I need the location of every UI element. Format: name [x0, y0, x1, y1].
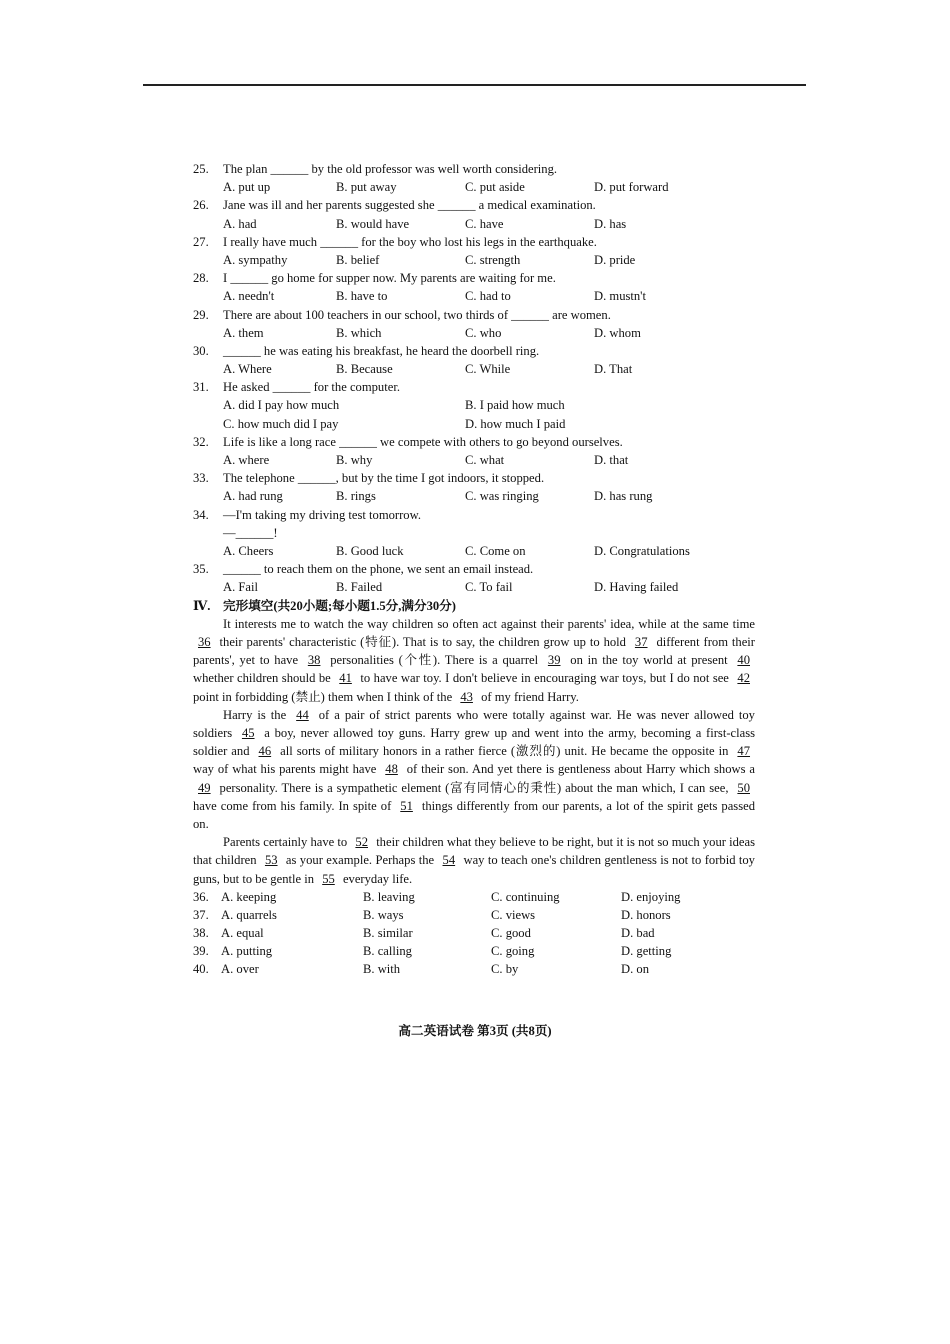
passage-text: way to teach one's children gentleness is not to forbid toy guns, but to be gentle in — [193, 853, 755, 886]
passage-text: different from their parents', yet to have — [193, 634, 755, 668]
passage-text: personalities (个性). There is a quarrel — [330, 653, 539, 668]
passage-text: all sorts of military honors in a rather fierce (激烈的) unit. He became the opposite in — [280, 744, 729, 759]
option-d: D. That — [594, 362, 633, 377]
blank-39: 39 — [547, 653, 561, 668]
cloze-option-row-37 — [193, 906, 755, 924]
option-b: B. have to — [336, 289, 388, 304]
option-d: D. whom — [594, 325, 641, 340]
blank-37: 37 — [634, 634, 648, 649]
option-a: A. Cheers — [223, 543, 274, 558]
passage-text: Harry is the — [223, 707, 287, 722]
option-b: B. calling — [363, 944, 412, 959]
option-d: D. that — [594, 453, 629, 467]
passage-paragraph-3 — [193, 833, 755, 888]
option-a: A. needn't — [223, 289, 275, 304]
passage-paragraph-2 — [193, 706, 755, 833]
blank-45: 45 — [241, 725, 255, 740]
question-number: 30. — [193, 343, 209, 358]
option-a: A. where — [223, 453, 270, 467]
question-34 — [193, 506, 755, 561]
passage-text: personality. There is a sympathetic element (富有同情心的秉性) about the man which, I can see, — [219, 780, 729, 795]
option-b: B. similar — [363, 926, 413, 941]
blank-49: 49 — [198, 780, 211, 795]
option-c: C. by — [491, 962, 519, 977]
option-d: D. honors — [621, 907, 671, 922]
option-d: D. mustn't — [594, 289, 646, 304]
option-number: 39. — [193, 944, 209, 959]
question-stem: The plan ______ by the old professor was well worth considering. — [223, 162, 558, 176]
option-a: A. sympathy — [223, 252, 288, 267]
question-number: 34. — [193, 507, 209, 522]
section-number: Ⅳ. — [193, 598, 211, 613]
blank-55: 55 — [322, 871, 335, 886]
option-b: B. Good luck — [336, 543, 404, 558]
blank-51: 51 — [400, 798, 413, 813]
blank-43: 43 — [460, 689, 473, 704]
option-d: D. bad — [621, 926, 655, 941]
option-c: C. what — [465, 453, 505, 467]
option-b: B. ways — [363, 907, 404, 922]
option-c: C. To fail — [465, 580, 513, 595]
option-a: A. equal — [221, 926, 264, 941]
passage-text: things differently from our parents, a lot of the spirit gets passed on. — [193, 798, 755, 831]
option-a: A. Where — [223, 362, 272, 377]
passage-text: Parents certainly have to — [223, 835, 348, 850]
blank-46: 46 — [258, 744, 272, 759]
option-c: C. good — [491, 926, 531, 941]
question-stem: Life is like a long race ______ we compete with others to go beyond ourselves. — [223, 434, 623, 449]
passage-text: of a pair of strict parents who were totally against war. He was never allowed toy soldiers — [193, 707, 755, 740]
option-d: D. getting — [621, 944, 672, 959]
option-c: C. Come on — [465, 543, 526, 558]
option-c: C. strength — [465, 252, 521, 267]
passage-text: point in forbidding (禁止) them when I think of the — [193, 689, 453, 704]
question-30 — [193, 342, 755, 378]
dialogue-reply: —______! — [223, 525, 278, 540]
cloze-option-row-39 — [193, 942, 755, 960]
option-d: D. Congratulations — [594, 543, 690, 558]
blank-52: 52 — [355, 835, 368, 850]
option-c: C. had to — [465, 289, 511, 304]
option-number: 38. — [193, 926, 209, 941]
option-c: C. going — [491, 944, 535, 959]
option-b: B. Failed — [336, 580, 383, 595]
exam-content — [193, 160, 755, 979]
option-number: 40. — [193, 962, 209, 977]
option-d: D. how much I paid — [465, 416, 566, 431]
option-b: B. which — [336, 325, 382, 340]
section-title: 完形填空(共20小题;每小题1.5分,满分30分) — [223, 598, 456, 613]
passage-text: their parents' characteristic (特征). That is to say, the children grow up to hold — [219, 634, 626, 649]
question-33 — [193, 469, 755, 505]
option-d: D. on — [621, 962, 649, 977]
option-c: C. how much did I pay — [223, 416, 339, 431]
option-c: C. views — [491, 907, 536, 922]
cloze-passage — [193, 615, 755, 888]
section-heading — [193, 597, 755, 615]
option-b: B. put away — [336, 180, 397, 195]
option-a: A. them — [223, 325, 264, 340]
option-c: C. While — [465, 362, 511, 377]
question-number: 32. — [193, 434, 209, 449]
option-number: 36. — [193, 889, 209, 904]
passage-text: their children what they believe to be right, but it is not so much your ideas that children — [193, 835, 755, 868]
page-footer: 高二英语试卷 第3页 (共8页) — [398, 1024, 552, 1038]
blank-47: 47 — [737, 744, 751, 759]
option-c: C. continuing — [491, 889, 560, 904]
question-27 — [193, 233, 755, 269]
option-d: D. put forward — [594, 180, 669, 195]
option-d: D. pride — [594, 252, 636, 267]
option-a: A. had rung — [223, 489, 283, 504]
blank-38: 38 — [307, 653, 321, 668]
question-number: 29. — [193, 307, 209, 322]
option-b: B. rings — [336, 489, 376, 504]
question-35 — [193, 560, 755, 596]
option-c: C. put aside — [465, 180, 525, 195]
question-31 — [193, 378, 755, 433]
question-26 — [193, 196, 755, 232]
question-stem: Jane was ill and her parents suggested she ______ a medical examination. — [223, 198, 596, 213]
passage-text: as your example. Perhaps the — [285, 853, 435, 868]
passage-text: whether children should be — [193, 671, 331, 686]
passage-text: It interests me to watch the way children so often act against their parents' idea, while at the same time — [223, 616, 755, 631]
blank-42: 42 — [737, 671, 750, 686]
option-b: B. I paid how much — [465, 398, 565, 413]
header-rule — [143, 84, 806, 86]
cloze-option-row-40 — [193, 960, 755, 978]
passage-text: way of what his parents might have — [193, 762, 377, 777]
option-b: B. belief — [336, 252, 380, 267]
question-stem: The telephone ______, but by the time I got indoors, it stopped. — [223, 471, 545, 486]
option-a: A. quarrels — [221, 907, 277, 922]
question-number: 31. — [193, 380, 209, 395]
question-32 — [193, 433, 755, 469]
passage-paragraph-1 — [193, 615, 755, 706]
question-block-25-30 — [193, 160, 755, 378]
question-number: 27. — [193, 234, 209, 249]
cloze-options — [193, 888, 755, 979]
cloze-option-row-36 — [193, 888, 755, 906]
blank-40: 40 — [737, 653, 750, 668]
question-stem: He asked ______ for the computer. — [223, 380, 400, 395]
option-b: B. would have — [336, 216, 410, 231]
option-a: A. did I pay how much — [223, 398, 340, 413]
blank-53: 53 — [264, 853, 278, 868]
option-a: A. put up — [223, 180, 271, 195]
option-d: D. enjoying — [621, 889, 681, 904]
blank-41: 41 — [339, 671, 352, 686]
option-c: C. who — [465, 325, 502, 340]
question-number: 28. — [193, 271, 209, 286]
question-stem: ______ he was eating his breakfast, he heard the doorbell ring. — [223, 343, 540, 358]
passage-text: to have war toy. I don't believe in encouraging war toys, but I do not see — [360, 671, 729, 686]
passage-text: everyday life. — [342, 871, 413, 886]
question-25 — [193, 160, 755, 196]
question-28 — [193, 269, 755, 305]
blank-50: 50 — [737, 780, 750, 795]
question-stem: I really have much ______ for the boy who lost his legs in the earthquake. — [223, 234, 597, 249]
option-d: D. has rung — [594, 489, 653, 504]
question-stem: —I'm taking my driving test tomorrow. — [223, 507, 422, 522]
passage-text: on in the toy world at present — [570, 653, 728, 668]
question-number: 35. — [193, 562, 209, 577]
option-a: A. had — [223, 216, 257, 231]
option-b: B. leaving — [363, 889, 415, 904]
question-number: 25. — [193, 162, 209, 176]
blank-36: 36 — [198, 634, 211, 649]
blank-54: 54 — [442, 853, 456, 868]
option-c: C. was ringing — [465, 489, 539, 504]
option-d: D. Having failed — [594, 580, 679, 595]
option-b: B. Because — [336, 362, 393, 377]
question-number: 26. — [193, 198, 209, 213]
question-stem: There are about 100 teachers in our school, two thirds of ______ are women. — [223, 307, 611, 322]
option-number: 37. — [193, 907, 209, 922]
passage-text: of my friend Harry. — [481, 689, 579, 704]
question-number: 33. — [193, 471, 209, 486]
passage-text: of their son. And yet there is gentleness about Harry which shows a — [406, 762, 755, 777]
option-c: C. have — [465, 216, 504, 231]
question-stem: ______ to reach them on the phone, we sent an email instead. — [223, 562, 534, 577]
blank-44: 44 — [296, 707, 309, 722]
option-d: D. has — [594, 216, 627, 231]
question-stem: I ______ go home for supper now. My parents are waiting for me. — [223, 271, 556, 286]
option-a: A. putting — [221, 944, 273, 959]
cloze-option-row-38 — [193, 924, 755, 942]
passage-text: a boy, never allowed toy guns. Harry grew up and went into the army, becoming a first-class soldier and — [193, 725, 756, 759]
blank-48: 48 — [385, 762, 398, 777]
passage-text: have come from his family. In spite of — [193, 798, 392, 813]
question-29 — [193, 306, 755, 342]
option-a: A. Fail — [223, 580, 258, 595]
option-b: B. why — [336, 453, 373, 467]
option-b: B. with — [363, 962, 401, 977]
option-a: A. over — [221, 962, 259, 977]
option-a: A. keeping — [221, 889, 277, 904]
